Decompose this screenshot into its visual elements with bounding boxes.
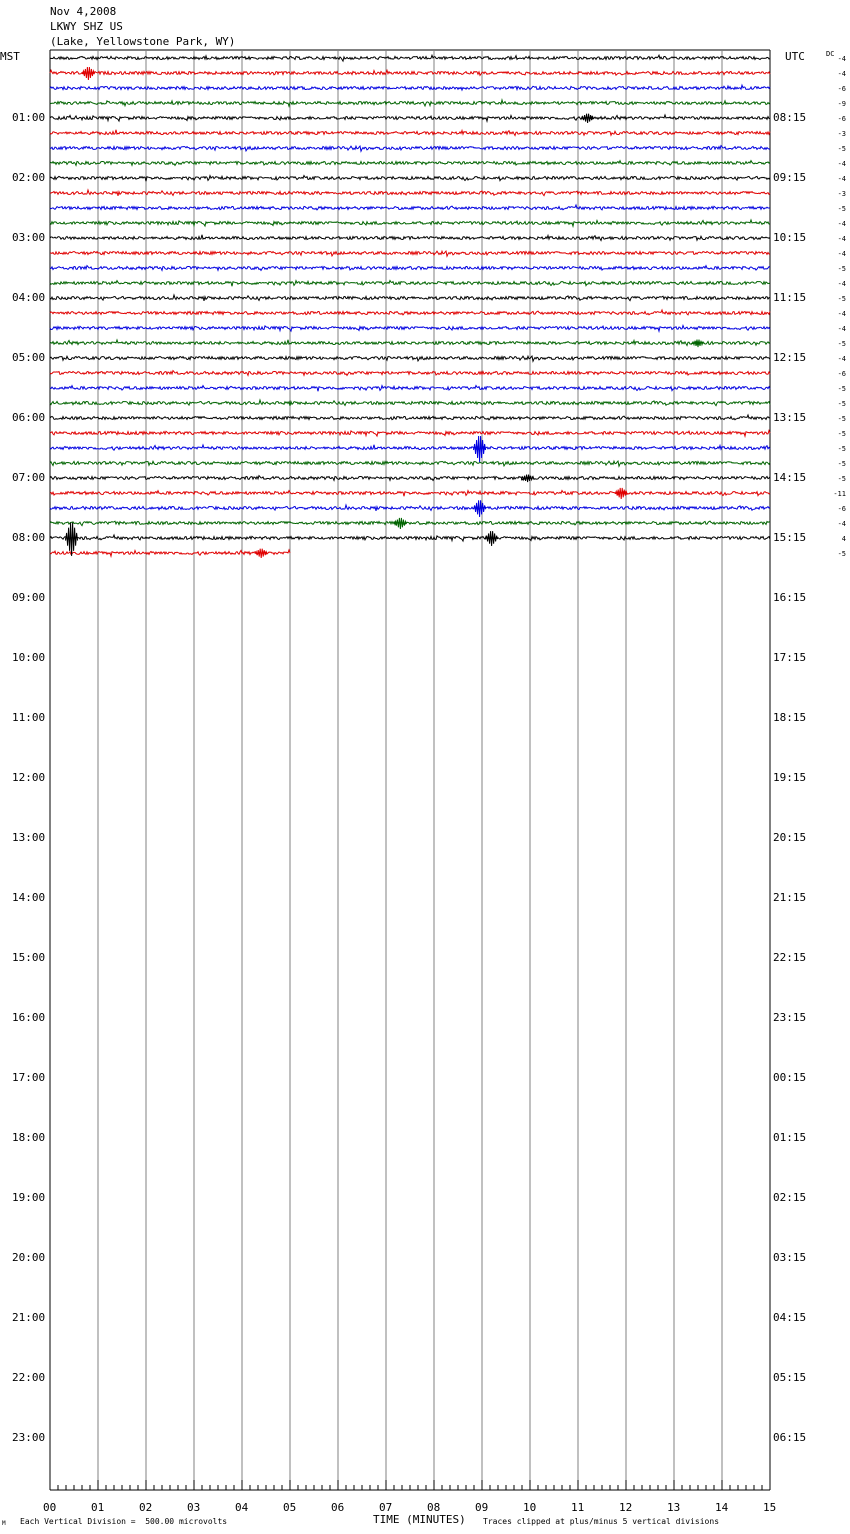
seismic-trace bbox=[50, 431, 770, 437]
dc-offset-label: -6 bbox=[837, 115, 846, 123]
dc-offset-label: -4 bbox=[837, 220, 846, 228]
seismic-trace bbox=[50, 70, 770, 75]
mst-axis-title: MST bbox=[0, 50, 20, 63]
seismic-trace bbox=[50, 326, 770, 332]
dc-offset-label: -5 bbox=[837, 265, 846, 273]
utc-hour-label: 16:15 bbox=[773, 591, 807, 604]
x-tick-label: 15 bbox=[763, 1501, 777, 1514]
seismic-trace bbox=[50, 100, 770, 106]
dc-offset-label: -4 bbox=[837, 70, 846, 78]
mst-hour-label: 16:00 bbox=[12, 1011, 46, 1024]
seismic-trace bbox=[50, 266, 770, 271]
x-tick-label: 13 bbox=[667, 1501, 681, 1514]
x-tick-label: 02 bbox=[139, 1501, 153, 1514]
dc-offset-label: -5 bbox=[837, 400, 846, 408]
utc-hour-label: 06:15 bbox=[773, 1431, 807, 1444]
seismic-trace bbox=[50, 356, 770, 361]
utc-hour-label: 22:15 bbox=[773, 951, 807, 964]
seismic-trace bbox=[50, 535, 770, 541]
mst-hour-label: 11:00 bbox=[12, 711, 46, 724]
mst-hour-label: 23:00 bbox=[12, 1431, 46, 1444]
seismic-event-spike bbox=[692, 340, 704, 347]
dc-offset-label: -9 bbox=[837, 100, 846, 108]
dc-title: DC bbox=[826, 50, 835, 58]
utc-hour-label: 03:15 bbox=[773, 1251, 807, 1264]
mst-hour-label: 13:00 bbox=[12, 831, 46, 844]
x-tick-label: 10 bbox=[523, 1501, 537, 1514]
mst-hour-label: 21:00 bbox=[12, 1311, 46, 1324]
location-label: (Lake, Yellowstone Park, WY) bbox=[50, 35, 236, 48]
seismic-trace bbox=[50, 491, 770, 497]
utc-hour-label: 14:15 bbox=[773, 471, 807, 484]
dc-offset-label: -6 bbox=[837, 370, 846, 378]
x-tick-label: 05 bbox=[283, 1501, 297, 1514]
seismic-trace bbox=[50, 251, 770, 256]
dc-offset-label: -4 bbox=[837, 355, 846, 363]
seismic-trace bbox=[50, 461, 770, 466]
utc-hour-label: 12:15 bbox=[773, 351, 807, 364]
mst-hour-label: 17:00 bbox=[12, 1071, 46, 1084]
x-tick-label: 11 bbox=[571, 1501, 585, 1514]
mst-hour-label: 18:00 bbox=[12, 1131, 46, 1144]
seismic-trace bbox=[50, 220, 770, 226]
clip-note: Traces clipped at plus/minus 5 vertical divisions bbox=[483, 1517, 720, 1526]
mst-hour-label: 07:00 bbox=[12, 471, 46, 484]
mst-hour-label: 05:00 bbox=[12, 351, 46, 364]
dc-offset-label: -4 bbox=[837, 325, 846, 333]
mst-hour-label: 14:00 bbox=[12, 891, 46, 904]
utc-hour-label: 01:15 bbox=[773, 1131, 807, 1144]
utc-hour-label: 05:15 bbox=[773, 1371, 807, 1384]
x-axis-title: TIME (MINUTES) bbox=[373, 1513, 466, 1526]
dc-offset-label: -11 bbox=[833, 490, 846, 498]
utc-hour-label: 13:15 bbox=[773, 411, 807, 424]
x-tick-label: 04 bbox=[235, 1501, 249, 1514]
seismic-trace bbox=[50, 550, 290, 556]
seismic-event-spike bbox=[615, 488, 627, 499]
seismic-trace bbox=[50, 400, 770, 406]
logo-mark: M bbox=[2, 1520, 6, 1527]
seismic-trace bbox=[50, 310, 770, 315]
utc-hour-label: 10:15 bbox=[773, 231, 807, 244]
seismic-event-spike bbox=[522, 475, 534, 482]
seismic-event-spike bbox=[82, 67, 94, 80]
x-tick-label: 09 bbox=[475, 1501, 489, 1514]
seismic-event-spike bbox=[474, 500, 486, 517]
seismic-trace bbox=[50, 205, 770, 210]
dc-offset-label: -5 bbox=[837, 445, 846, 453]
utc-hour-label: 23:15 bbox=[773, 1011, 807, 1024]
dc-offset-label: -5 bbox=[837, 550, 846, 558]
dc-offset-label: -5 bbox=[837, 385, 846, 393]
dc-offset-label: 4 bbox=[841, 535, 846, 543]
dc-offset-label: -4 bbox=[837, 235, 846, 243]
mst-hour-label: 15:00 bbox=[12, 951, 46, 964]
dc-offset-label: -6 bbox=[837, 505, 846, 513]
seismic-trace bbox=[50, 476, 770, 481]
dc-offset-label: -6 bbox=[837, 85, 846, 93]
seismic-trace bbox=[50, 146, 770, 152]
seismic-trace bbox=[50, 445, 770, 450]
seismic-trace bbox=[50, 176, 770, 182]
seismic-trace bbox=[50, 521, 770, 526]
seismic-event-spike bbox=[255, 549, 267, 558]
utc-hour-label: 18:15 bbox=[773, 711, 807, 724]
dc-offset-label: -4 bbox=[837, 520, 846, 528]
x-tick-label: 01 bbox=[91, 1501, 105, 1514]
dc-offset-label: -5 bbox=[837, 340, 846, 348]
mst-hour-label: 02:00 bbox=[12, 171, 46, 184]
station-label: LKWY SHZ US bbox=[50, 20, 123, 33]
mst-hour-label: 06:00 bbox=[12, 411, 46, 424]
utc-hour-label: 20:15 bbox=[773, 831, 807, 844]
utc-hour-label: 11:15 bbox=[773, 291, 807, 304]
dc-offset-label: -4 bbox=[837, 55, 846, 63]
mst-hour-label: 09:00 bbox=[12, 591, 46, 604]
x-tick-label: 03 bbox=[187, 1501, 201, 1514]
seismic-trace bbox=[50, 340, 770, 346]
seismic-trace bbox=[50, 85, 770, 90]
scale-note: Each Vertical Division = 500.00 microvolts bbox=[20, 1517, 228, 1526]
mst-hour-label: 20:00 bbox=[12, 1251, 46, 1264]
utc-hour-label: 19:15 bbox=[773, 771, 807, 784]
seismic-trace bbox=[50, 130, 770, 136]
dc-offset-label: -5 bbox=[837, 145, 846, 153]
utc-hour-label: 15:15 bbox=[773, 531, 807, 544]
x-tick-label: 08 bbox=[427, 1501, 441, 1514]
date-label: Nov 4,2008 bbox=[50, 5, 117, 18]
dc-offset-label: -5 bbox=[837, 415, 846, 423]
seismic-event-spike bbox=[486, 531, 498, 546]
seismic-trace bbox=[50, 505, 770, 511]
utc-hour-label: 02:15 bbox=[773, 1191, 807, 1204]
seismic-trace bbox=[50, 190, 770, 196]
seismic-trace bbox=[50, 415, 770, 420]
seismic-trace bbox=[50, 281, 770, 287]
mst-hour-label: 12:00 bbox=[12, 771, 46, 784]
dc-offset-label: -5 bbox=[837, 475, 846, 483]
seismic-trace bbox=[50, 55, 770, 61]
mst-hour-label: 01:00 bbox=[12, 111, 46, 124]
x-tick-label: 00 bbox=[43, 1501, 57, 1514]
x-tick-label: 07 bbox=[379, 1501, 393, 1514]
seismic-trace bbox=[50, 295, 770, 301]
utc-hour-label: 09:15 bbox=[773, 171, 807, 184]
dc-offset-label: -4 bbox=[837, 310, 846, 318]
mst-hour-label: 08:00 bbox=[12, 531, 46, 544]
dc-offset-label: -5 bbox=[837, 430, 846, 438]
mst-hour-label: 04:00 bbox=[12, 291, 46, 304]
mst-hour-label: 10:00 bbox=[12, 651, 46, 664]
dc-offset-label: -3 bbox=[837, 190, 846, 198]
utc-hour-label: 17:15 bbox=[773, 651, 807, 664]
dc-offset-label: -5 bbox=[837, 205, 846, 213]
dc-offset-label: -4 bbox=[837, 250, 846, 258]
mst-hour-label: 03:00 bbox=[12, 231, 46, 244]
dc-offset-label: -4 bbox=[837, 280, 846, 288]
dc-offset-label: -4 bbox=[837, 175, 846, 183]
seismic-trace bbox=[50, 371, 770, 376]
dc-offset-label: -4 bbox=[837, 160, 846, 168]
dc-offset-label: -5 bbox=[837, 295, 846, 303]
x-tick-label: 14 bbox=[715, 1501, 729, 1514]
utc-hour-label: 00:15 bbox=[773, 1071, 807, 1084]
dc-offset-label: -3 bbox=[837, 130, 846, 138]
utc-axis-title: UTC bbox=[785, 50, 805, 63]
x-tick-label: 12 bbox=[619, 1501, 633, 1514]
utc-hour-label: 21:15 bbox=[773, 891, 807, 904]
seismic-event-spike bbox=[394, 518, 406, 529]
seismic-event-spike bbox=[66, 523, 78, 556]
seismic-trace bbox=[50, 386, 770, 392]
seismic-event-spike bbox=[582, 114, 594, 123]
seismic-trace bbox=[50, 115, 770, 121]
mst-hour-label: 22:00 bbox=[12, 1371, 46, 1384]
utc-hour-label: 04:15 bbox=[773, 1311, 807, 1324]
utc-hour-label: 08:15 bbox=[773, 111, 807, 124]
seismic-trace bbox=[50, 235, 770, 241]
seismic-trace bbox=[50, 161, 770, 166]
x-tick-label: 06 bbox=[331, 1501, 345, 1514]
dc-offset-label: -5 bbox=[837, 460, 846, 468]
mst-hour-label: 19:00 bbox=[12, 1191, 46, 1204]
seismic-event-spike bbox=[474, 436, 486, 462]
